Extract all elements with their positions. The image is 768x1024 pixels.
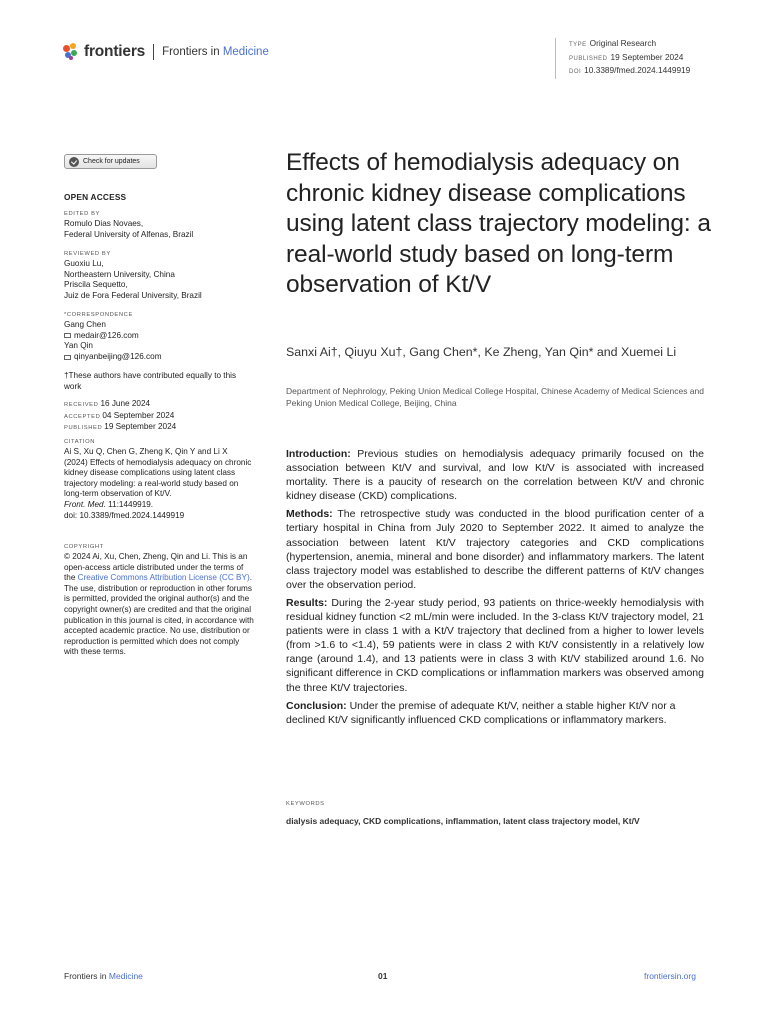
- doi-link[interactable]: 10.3389/fmed.2024.1449919: [584, 65, 691, 75]
- license-link[interactable]: Creative Commons Attribution License (CC BY): [77, 573, 250, 583]
- keywords-label: KEYWORDS: [286, 801, 325, 807]
- brand-name: frontiers: [84, 43, 146, 60]
- email-link[interactable]: qinyanbeijing@126.com: [74, 351, 162, 361]
- footer-journal[interactable]: Frontiers in Medicine: [64, 971, 143, 981]
- footer-site-link[interactable]: frontiersin.org: [644, 971, 696, 981]
- abstract: [286, 447, 704, 731]
- email-icon: [64, 355, 71, 360]
- article-title: Effects of hemodialysis adequacy on chronic kidney disease complications using latent class trajectory modeling: a real-world study based on long-term observation of Kt/V: [286, 149, 711, 298]
- email-link[interactable]: medair@126.com: [74, 330, 139, 340]
- open-access-label: OPEN ACCESS: [64, 192, 127, 202]
- email-icon: [64, 333, 71, 338]
- copyright-section: COPYRIGHT © 2024 Ai, Xu, Chen, Zheng, Qin and Li. This is an open-access article distributed under the terms of the Creative Commons Attribution License (CC BY). The use, distribution or reproduction in other forums is permitted, provided the original author(s) and the copyright owner(s) are credited and that the original publication in this journal is cited, in accordance with accepted academic practice. No use, distribution or reproduction is permitted which does not comply with these terms.: [64, 544, 254, 657]
- journal-name[interactable]: Frontiers in Medicine: [162, 46, 269, 58]
- frontiers-logo[interactable]: [63, 42, 269, 62]
- frontiers-logo-icon: [63, 43, 79, 61]
- dates-section: RECEIVED 16 June 2024 ACCEPTED 04 September 2024 PUBLISHED 19 September 2024: [64, 399, 177, 432]
- correspondence-section: *CORRESPONDENCE Gang Chen medair@126.com Yan Qin qinyanbeijing@126.com: [64, 312, 162, 361]
- abstract-introduction: Introduction: Previous studies on hemodialysis adequacy primarily focused on the association between Kt/V and survival, and low Kt/V is associated with increased mortality. There is a paucity of research on the correlation between Kt/V and chronic kidney disease (CKD) complications.: [286, 448, 704, 503]
- citation-section: CITATION Ai S, Xu Q, Chen G, Zheng K, Qin Y and Li X (2024) Effects of hemodialysis adequacy on chronic kidney disease complications using latent class trajectory modeling: a real-world study based on long-term observation of Kt/V. Front. Med. 11:1449919. doi: 10.3389/fmed.2024.1449919: [64, 439, 252, 520]
- article-type: Original Research: [589, 38, 657, 48]
- article-meta: TYPE Original Research PUBLISHED 19 September 2024 DOI 10.3389/fmed.2024.1449919: [555, 38, 690, 79]
- abstract-methods: Methods: The retrospective study was conducted in the blood purification center of a tertiary hospital in China from July 2020 to September 2022. It aimed to analyze the association between latent Kt/V trajectory categories and CKD complications (hypertension, anemia, mineral and bone disorder) and inflammatory markers. The latent class trajectory model was established to describe the different patterns of Kt/V changes over the observation period.: [286, 508, 704, 591]
- header-divider: [153, 44, 154, 60]
- page-number: 01: [378, 971, 388, 981]
- check-for-updates-button[interactable]: Check for updates: [64, 154, 157, 169]
- equal-contribution-note: †These authors have contributed equally to this work: [64, 371, 237, 391]
- reviewed-by-section: REVIEWED BY Guoxiu Lu, Northeastern University, China Priscila Sequetto, Juiz de Fora Federal University, Brazil: [64, 251, 202, 300]
- edited-by-section: EDITED BY Romulo Dias Novaes, Federal University of Alfenas, Brazil: [64, 211, 194, 239]
- publish-date: 19 September 2024: [610, 51, 684, 62]
- abstract-conclusion: Conclusion: Under the premise of adequate Kt/V, neither a stable higher Kt/V nor a declined Kt/V significantly influenced CKD complications or inflammatory markers.: [286, 699, 676, 726]
- author-list: Sanxi Ai†, Qiuyu Xu†, Gang Chen*, Ke Zheng, Yan Qin* and Xuemei Li: [286, 345, 677, 359]
- abstract-results: Results: During the 2-year study period, 93 patients on thrice-weekly hemodialysis with residual kidney function <2 mL/min were included. In the 3-class Kt/V trajectory model, 21 patients were in class 1 with a Kt/V trajectory that declined from a higher to lower levels (from >1.6 to <1.4), 59 patients were in class 2 with Kt/V consistently in a relatively low range (around 1.4), and 13 patients were in class 3 with Kt/V stabilized around 1.6. No significant difference in CKD complications or inflammation markers was observed among the three Kt/V trajectories.: [286, 596, 704, 694]
- keywords: dialysis adequacy, CKD complications, inflammation, latent class trajectory model, Kt/V: [286, 816, 640, 826]
- check-updates-icon: [69, 157, 79, 167]
- affiliation: Department of Nephrology, Peking Union Medical College Hospital, Chinese Academy of Medical Sciences and Peking Union Medical College, Beijing, China: [286, 386, 704, 408]
